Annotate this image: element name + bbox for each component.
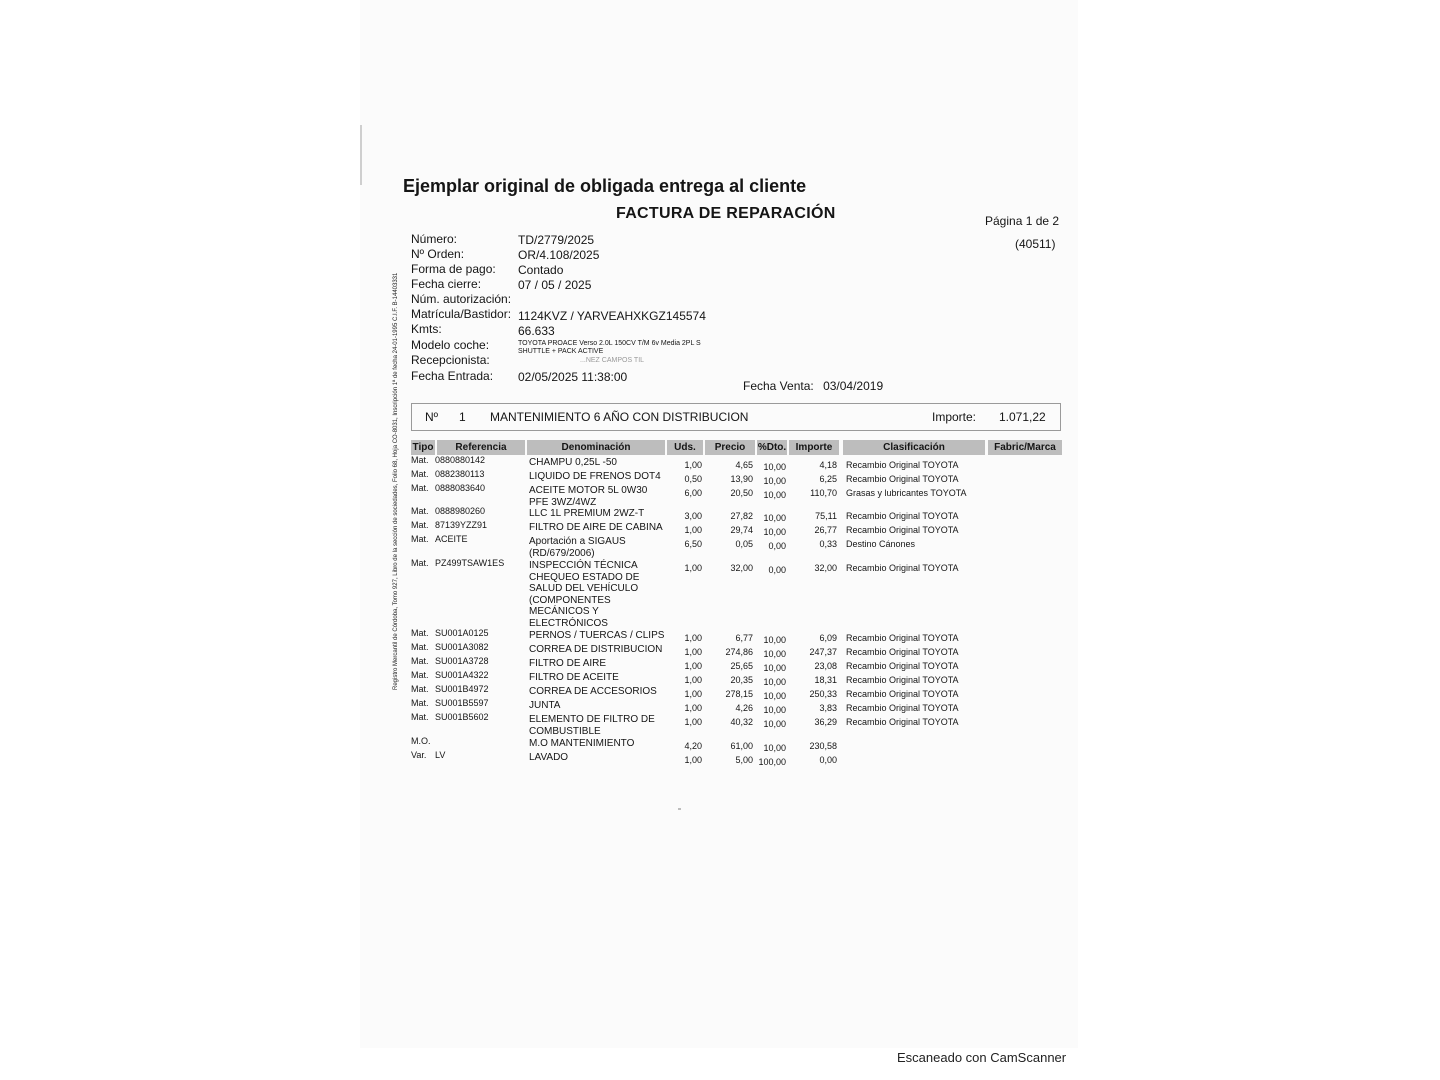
fecha-venta bbox=[743, 379, 883, 393]
cell-importe: 0,33 bbox=[819, 539, 837, 549]
cell-importe: 6,09 bbox=[819, 633, 837, 643]
fecha-venta-value: 03/04/2019 bbox=[823, 379, 884, 393]
cell-denominacion: FILTRO DE AIRE DE CABINA bbox=[529, 522, 663, 533]
cell-tipo: Mat. bbox=[411, 469, 429, 479]
cell-importe: 75,11 bbox=[815, 511, 837, 521]
cell-dto: 10,00 bbox=[763, 490, 786, 500]
cell-referencia: SU001A0125 bbox=[435, 628, 489, 638]
cell-precio: 27,82 bbox=[730, 511, 753, 521]
cell-importe: 18,31 bbox=[814, 675, 837, 685]
cell-tipo: Mat. bbox=[411, 670, 429, 680]
kmts-value: 66.633 bbox=[518, 324, 555, 338]
cell-precio: 61,00 bbox=[730, 741, 753, 751]
cell-precio: 40,32 bbox=[730, 717, 753, 727]
col-header-clasificacion: Clasificación bbox=[843, 440, 985, 455]
cell-tipo: Mat. bbox=[411, 483, 429, 493]
col-header-denominacion: Denominación bbox=[527, 440, 665, 455]
cell-denominacion: CHAMPU 0,25L -50 bbox=[529, 457, 617, 468]
matricula-value: 1124KVZ / YARVEAHXKGZ145574 bbox=[518, 309, 706, 323]
cell-denominacion: JUNTA bbox=[529, 700, 561, 711]
cell-uds: 1,00 bbox=[684, 675, 702, 685]
cell-uds: 3,00 bbox=[684, 511, 702, 521]
col-header-tipo: Tipo bbox=[412, 442, 434, 453]
cell-importe: 250,33 bbox=[809, 689, 837, 699]
cell-uds: 6,00 bbox=[684, 488, 702, 498]
forma-pago-value: Contado bbox=[518, 263, 564, 277]
scan-speck bbox=[678, 808, 681, 810]
cell-clasificacion: Recambio Original TOYOTA bbox=[846, 647, 959, 657]
cell-dto: 10,00 bbox=[763, 719, 786, 729]
page-edge-shadow bbox=[360, 125, 362, 185]
cell-referencia: SU001B5597 bbox=[435, 698, 489, 708]
numero-value: TD/2779/2025 bbox=[518, 233, 595, 247]
cell-referencia: LV bbox=[435, 750, 446, 760]
cell-dto: 0,00 bbox=[768, 541, 786, 551]
cell-uds: 1,00 bbox=[684, 563, 702, 573]
cell-denominacion: MECÁNICOS Y bbox=[529, 606, 599, 618]
cell-clasificacion: Recambio Original TOYOTA bbox=[846, 633, 959, 643]
registry-side-note: Registro Mercantil de Córdoba, Tomo 927, Libro de la sección de sociedades, Folio 68, Hoja CO-8031, Inscripción 1ª de fecha 24-01-1995 C.I.F. B-14403331 bbox=[393, 272, 399, 690]
cell-clasificacion: Recambio Original TOYOTA bbox=[846, 474, 959, 484]
cell-dto: 10,00 bbox=[763, 527, 786, 537]
modelo-value-line1: TOYOTA PROACE Verso 2.0L 150CV T/M 6v Media 2PL S bbox=[518, 340, 701, 347]
cell-precio: 274,86 bbox=[725, 647, 753, 657]
cell-denominacion: CHEQUEO ESTADO DE bbox=[529, 571, 640, 583]
fecha-cierre-value: 07 / 05 / 2025 bbox=[518, 278, 592, 292]
cell-uds: 0,50 bbox=[684, 474, 702, 484]
numero-label: Número: bbox=[411, 232, 458, 246]
cell-precio: 25,65 bbox=[730, 661, 753, 671]
cell-referencia: 0888083640 bbox=[435, 483, 486, 493]
col-header-uds: Uds. bbox=[667, 440, 703, 455]
cell-tipo: Mat. bbox=[411, 520, 429, 530]
cell-clasificacion: Recambio Original TOYOTA bbox=[846, 661, 959, 671]
cell-dto: 10,00 bbox=[763, 705, 786, 715]
cell-uds: 1,00 bbox=[684, 689, 702, 699]
modelo-label: Modelo coche: bbox=[411, 338, 490, 352]
section-summary-box bbox=[411, 403, 1061, 431]
cell-uds: 1,00 bbox=[684, 717, 702, 727]
autorizacion-label: Núm. autorización: bbox=[411, 292, 512, 306]
cell-tipo: Mat. bbox=[411, 712, 429, 722]
cell-importe: 36,29 bbox=[814, 717, 837, 727]
page-number: Página 1 de 2 bbox=[985, 214, 1060, 228]
cell-denominacion: FILTRO DE AIRE bbox=[529, 658, 607, 669]
cell-importe: 26,77 bbox=[814, 525, 837, 535]
col-header-precio: Precio bbox=[705, 440, 755, 455]
orden-value: OR/4.108/2025 bbox=[518, 248, 600, 262]
col-header-dto: %Dto. bbox=[757, 442, 787, 453]
cell-tipo: Mat. bbox=[411, 558, 429, 568]
cell-dto: 0,00 bbox=[768, 565, 786, 575]
cell-importe: 23,08 bbox=[814, 661, 837, 671]
cell-tipo: Mat. bbox=[411, 534, 429, 544]
cell-referencia: SU001A3728 bbox=[435, 656, 489, 666]
cell-uds: 1,00 bbox=[684, 633, 702, 643]
cell-denominacion: SALUD DEL VEHÍCULO bbox=[529, 583, 639, 595]
cell-tipo: Mat. bbox=[411, 656, 429, 666]
cell-denominacion: ELECTRÓNICOS bbox=[529, 618, 608, 629]
cell-importe: 230,58 bbox=[809, 741, 837, 751]
cell-importe: 3,83 bbox=[819, 703, 837, 713]
cell-denominacion: CORREA DE ACCESORIOS bbox=[529, 686, 657, 697]
cell-referencia: 0880880142 bbox=[435, 455, 486, 465]
cell-tipo: M.O. bbox=[411, 736, 431, 746]
cell-tipo: Mat. bbox=[411, 506, 429, 516]
cell-referencia: ACEITE bbox=[435, 534, 468, 544]
section-number-label: Nº bbox=[425, 410, 439, 424]
cell-denominacion: LIQUIDO DE FRENOS DOT4 bbox=[529, 471, 661, 482]
cell-precio: 4,26 bbox=[735, 703, 753, 713]
col-header-referencia: Referencia bbox=[437, 440, 525, 455]
invoice-title: FACTURA DE REPARACIÓN bbox=[616, 205, 836, 222]
cell-denominacion: PFE 3WZ/4WZ bbox=[529, 496, 597, 508]
cell-clasificacion: Recambio Original TOYOTA bbox=[846, 525, 959, 535]
cell-referencia: 0888980260 bbox=[435, 506, 486, 516]
cell-denominacion: INSPECCIÓN TÉCNICA bbox=[529, 560, 638, 571]
cell-tipo: Mat. bbox=[411, 698, 429, 708]
cell-denominacion: LAVADO bbox=[529, 752, 569, 763]
cell-referencia: SU001A3082 bbox=[435, 642, 489, 652]
forma-pago-label: Forma de pago: bbox=[411, 262, 496, 276]
document-code: (40511) bbox=[1015, 237, 1056, 251]
cell-dto: 10,00 bbox=[763, 663, 786, 673]
section-importe-value: 1.071,22 bbox=[999, 410, 1046, 424]
cell-tipo: Mat. bbox=[411, 455, 429, 465]
cell-dto: 10,00 bbox=[763, 513, 786, 523]
cell-referencia: SU001B4972 bbox=[435, 684, 489, 694]
section-number: 1 bbox=[459, 410, 466, 424]
cell-denominacion: M.O MANTENIMIENTO bbox=[529, 738, 635, 749]
fecha-entrada-label: Fecha Entrada: bbox=[411, 369, 494, 383]
cell-precio: 5,00 bbox=[735, 755, 753, 765]
cell-clasificacion: Recambio Original TOYOTA bbox=[846, 703, 959, 713]
cell-precio: 13,90 bbox=[730, 474, 753, 484]
cell-denominacion: FILTRO DE ACEITE bbox=[529, 672, 619, 683]
section-description: MANTENIMIENTO 6 AÑO CON DISTRIBUCION bbox=[490, 410, 749, 424]
cell-dto: 10,00 bbox=[763, 635, 786, 645]
cell-denominacion: ACEITE MOTOR 5L 0W30 bbox=[529, 485, 648, 496]
cell-uds: 1,00 bbox=[684, 647, 702, 657]
cell-denominacion: (COMPONENTES bbox=[529, 594, 611, 606]
cell-referencia: PZ499TSAW1ES bbox=[435, 558, 505, 568]
cell-denominacion: ELEMENTO DE FILTRO DE bbox=[529, 714, 655, 725]
cell-precio: 29,74 bbox=[730, 525, 753, 535]
cell-referencia: 87139YZZ91 bbox=[435, 520, 488, 530]
document-title: Ejemplar original de obligada entrega al cliente bbox=[403, 176, 807, 196]
cell-uds: 4,20 bbox=[684, 741, 702, 751]
cell-precio: 20,50 bbox=[730, 488, 753, 498]
fecha-entrada-value: 02/05/2025 11:38:00 bbox=[518, 370, 628, 384]
kmts-label: Kmts: bbox=[411, 322, 442, 336]
cell-denominacion: (RD/679/2006) bbox=[529, 547, 595, 559]
orden-label: Nº Orden: bbox=[411, 247, 465, 261]
cell-referencia: SU001B5602 bbox=[435, 712, 489, 722]
cell-uds: 6,50 bbox=[684, 539, 702, 549]
cell-referencia: 0882380113 bbox=[435, 469, 485, 479]
cell-clasificacion: Recambio Original TOYOTA bbox=[846, 460, 959, 470]
cell-precio: 32,00 bbox=[730, 563, 753, 573]
cell-dto: 10,00 bbox=[763, 649, 786, 659]
cell-dto: 100,00 bbox=[758, 757, 786, 767]
cell-dto: 10,00 bbox=[763, 462, 786, 472]
col-header-fabric: Fabric/Marca bbox=[988, 440, 1062, 455]
cell-tipo: Mat. bbox=[411, 642, 429, 652]
scanner-watermark: Escaneado con CamScanner bbox=[897, 1050, 1067, 1065]
cell-clasificacion: Recambio Original TOYOTA bbox=[846, 563, 959, 573]
cell-precio: 0,05 bbox=[735, 539, 753, 549]
cell-dto: 10,00 bbox=[763, 677, 786, 687]
section-importe-label: Importe: bbox=[932, 410, 977, 424]
cell-precio: 6,77 bbox=[735, 633, 753, 643]
cell-denominacion: PERNOS / TUERCAS / CLIPS bbox=[529, 630, 665, 641]
cell-tipo: Mat. bbox=[411, 628, 429, 638]
cell-dto: 10,00 bbox=[763, 743, 786, 753]
cell-uds: 1,00 bbox=[684, 755, 702, 765]
cell-uds: 1,00 bbox=[684, 661, 702, 671]
modelo-value-line2: SHUTTLE + PACK ACTIVE bbox=[518, 348, 604, 355]
cell-importe: 247,37 bbox=[809, 647, 837, 657]
cell-uds: 1,00 bbox=[684, 525, 702, 535]
cell-clasificacion: Recambio Original TOYOTA bbox=[846, 717, 959, 727]
cell-denominacion: COMBUSTIBLE bbox=[529, 725, 601, 737]
cell-clasificacion: Recambio Original TOYOTA bbox=[846, 675, 959, 685]
cell-referencia: SU001A4322 bbox=[435, 670, 489, 680]
cell-importe: 110,70 bbox=[810, 488, 837, 498]
fecha-cierre-label: Fecha cierre: bbox=[411, 277, 482, 291]
recepcionista-label: Recepcionista: bbox=[411, 353, 490, 367]
fecha-venta-label: Fecha Venta: bbox=[743, 379, 814, 393]
cell-importe: 0,00 bbox=[819, 755, 837, 765]
cell-tipo: Mat. bbox=[411, 684, 429, 694]
cell-denominacion: CORREA DE DISTRIBUCION bbox=[529, 644, 663, 655]
cell-uds: 1,00 bbox=[684, 703, 702, 713]
cell-precio: 20,35 bbox=[730, 675, 753, 685]
cell-clasificacion: Grasas y lubricantes TOYOTA bbox=[846, 488, 967, 498]
col-header-importe: Importe bbox=[789, 440, 839, 455]
cell-tipo: Var. bbox=[411, 750, 427, 760]
cell-clasificacion: Recambio Original TOYOTA bbox=[846, 511, 959, 521]
cell-denominacion: Aportación a SIGAUS bbox=[529, 536, 626, 547]
cell-precio: 4,65 bbox=[735, 460, 753, 470]
cell-precio: 278,15 bbox=[725, 689, 753, 699]
cell-denominacion: LLC 1L PREMIUM 2WZ-T bbox=[529, 508, 645, 519]
cell-uds: 1,00 bbox=[684, 460, 702, 470]
cell-importe: 32,00 bbox=[814, 563, 837, 573]
cell-dto: 10,00 bbox=[763, 691, 786, 701]
recepcionista-value: ...NEZ CAMPOS TIL bbox=[580, 357, 645, 364]
cell-importe: 4,18 bbox=[819, 460, 837, 470]
cell-importe: 6,25 bbox=[819, 474, 837, 484]
cell-clasificacion: Recambio Original TOYOTA bbox=[846, 689, 959, 699]
cell-clasificacion: Destino Cánones bbox=[846, 539, 916, 549]
matricula-label: Matrícula/Bastidor: bbox=[411, 307, 512, 321]
cell-dto: 10,00 bbox=[763, 476, 786, 486]
